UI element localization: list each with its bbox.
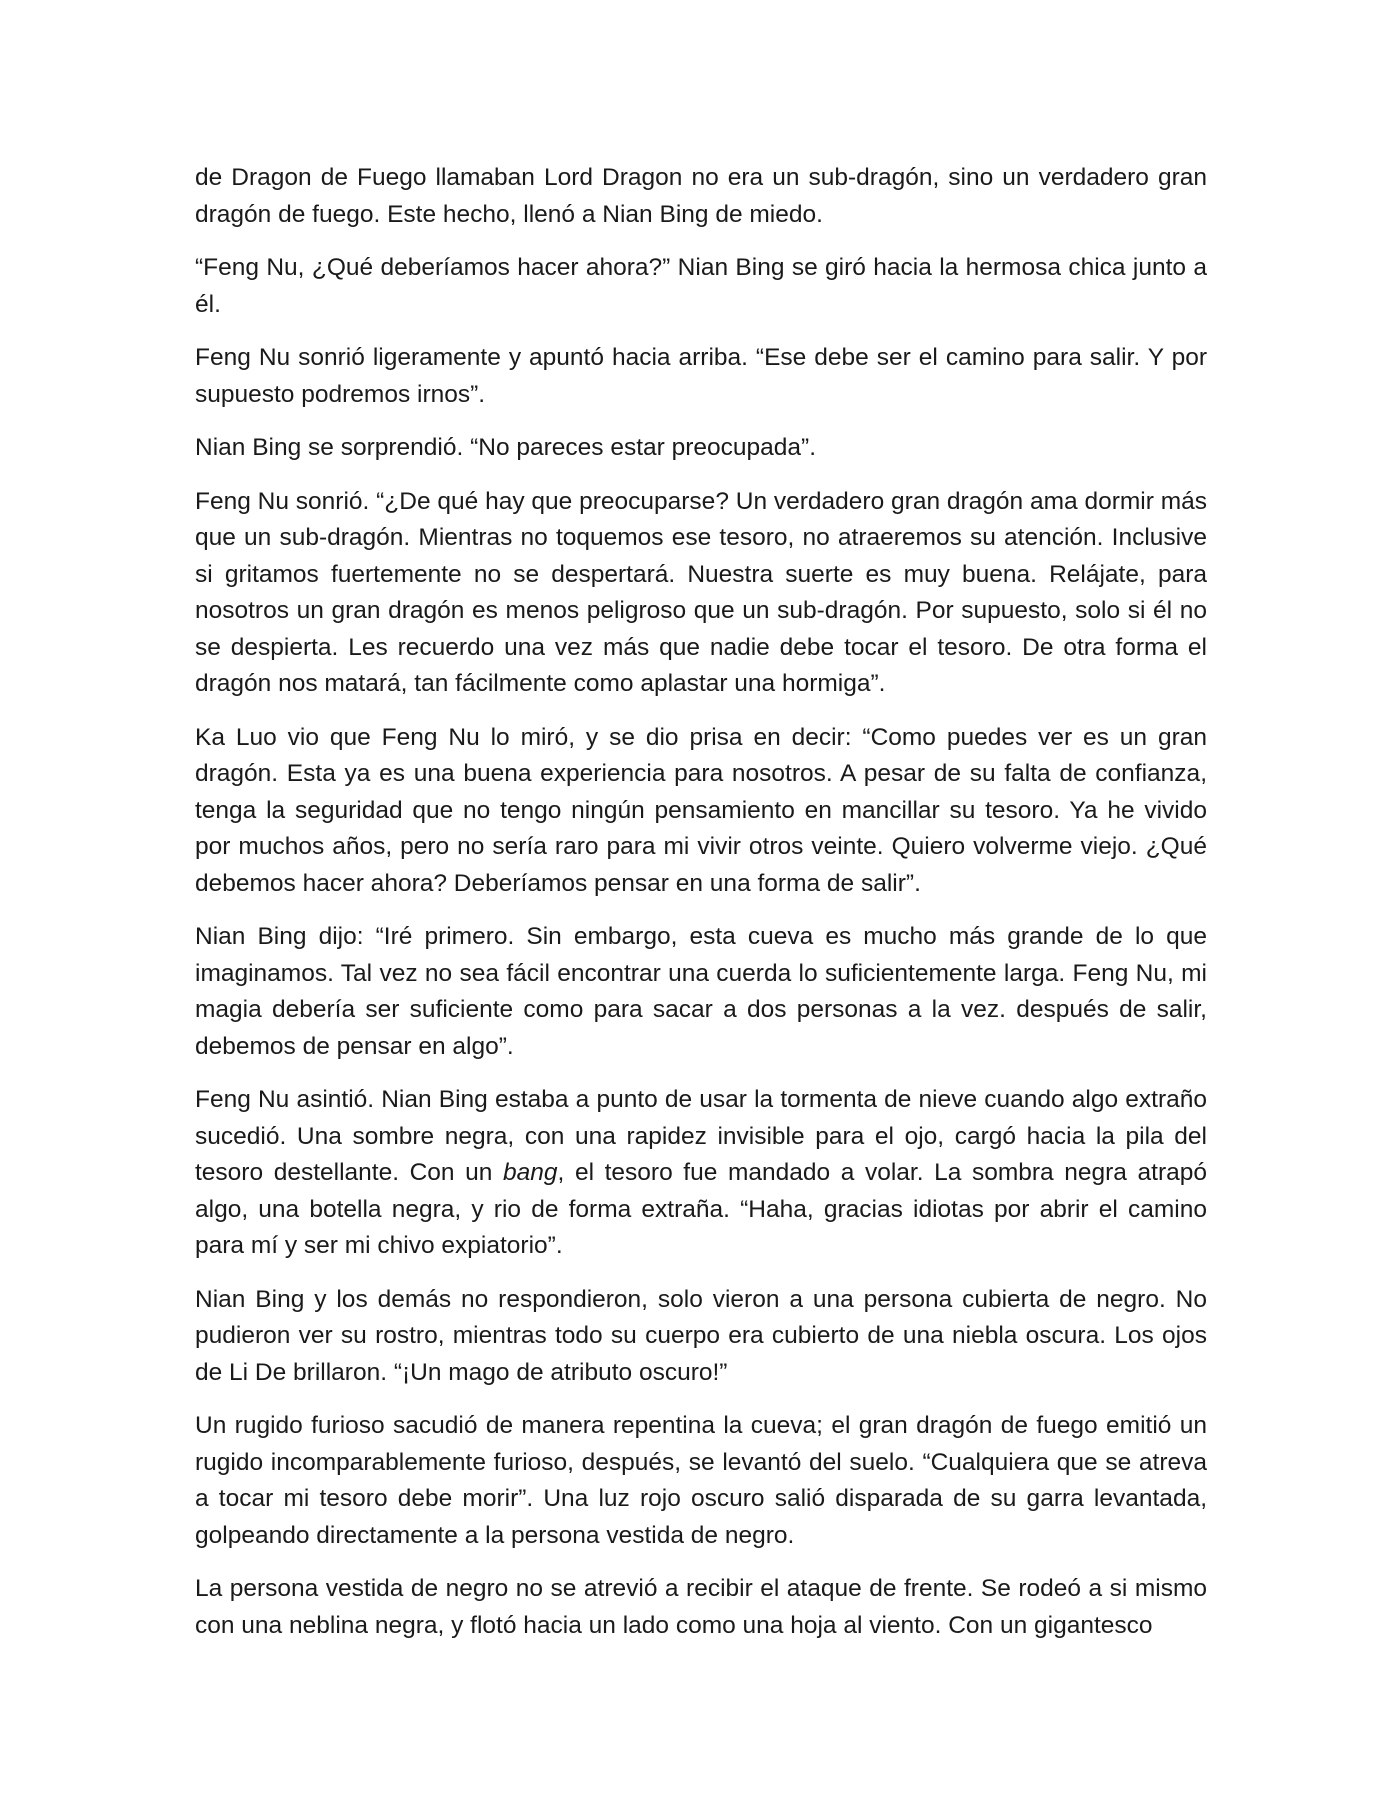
paragraph-text: , el tesoro fue mandado a volar. La sombra negra atrapó algo, una botella negra, y rio de forma extraña. “Haha, gracias idiotas por abrir el camino para mí y ser mi chivo expiatorio”. xyxy=(195,1159,1207,1259)
paragraph: Feng Nu sonrió ligeramente y apuntó hacia arriba. “Ese debe ser el camino para salir. Y por supuesto podremos irnos”. xyxy=(195,344,1207,408)
paragraph: Nian Bing y los demás no respondieron, solo vieron a una persona cubierta de negro. No pudieron ver su rostro, mientras todo su cuerpo era cubierto de una niebla oscura. Los ojos de Li De brillaron. “¡Un mago de atributo oscuro!” xyxy=(195,1285,1207,1386)
body-text xyxy=(195,160,1207,1661)
paragraph: Un rugido furioso sacudió de manera repentina la cueva; el gran dragón de fuego emitió un rugido incomparablemente furioso, después, se levantó del suelo. “Cualquiera que se atreva a tocar mi tesoro debe morir”. Una luz rojo oscuro salió disparada de su garra levantada, golpeando directamente a la persona vestida de negro. xyxy=(195,1412,1207,1549)
paragraph: Nian Bing se sorprendió. “No pareces estar preocupada”. xyxy=(195,434,817,461)
paragraph: Nian Bing dijo: “Iré primero. Sin embargo, esta cueva es mucho más grande de lo que imaginamos. Tal vez no sea fácil encontrar una cuerda lo suficientemente larga. Feng Nu, mi magia debería ser suficiente como para sacar a dos personas a la vez. después de salir, debemos de pensar en algo”. xyxy=(195,923,1207,1060)
italic-word: bang xyxy=(503,1159,558,1186)
paragraph: Ka Luo vio que Feng Nu lo miró, y se dio prisa en decir: “Como puedes ver es un gran dragón. Esta ya es una buena experiencia para nosotros. A pesar de su falta de confianza, tenga la seguridad que no tengo ningún pensamiento en mancillar su tesoro. Ya he vivido por muchos años, pero no sería raro para mi vivir otros veinte. Quiero volverme viejo. ¿Qué debemos hacer ahora? Deberíamos pensar en una forma de salir”. xyxy=(195,723,1207,897)
paragraph-text: Feng Nu asintió. Nian Bing estaba a punto de usar la tormenta de nieve cuando algo extraño sucedió. Una sombre negra, con una rapidez invisible para el ojo, cargó hacia la pila del tesoro destellante. Con un xyxy=(195,1086,1207,1186)
paragraph: “Feng Nu, ¿Qué deberíamos hacer ahora?” Nian Bing se giró hacia la hermosa chica junto a él. xyxy=(195,254,1207,318)
paragraph xyxy=(195,1082,1207,1265)
paragraph: de Dragon de Fuego llamaban Lord Dragon no era un sub-dragón, sino un verdadero gran dragón de fuego. Este hecho, llenó a Nian Bing de miedo. xyxy=(195,164,1207,228)
paragraph: La persona vestida de negro no se atrevió a recibir el ataque de frente. Se rodeó a si mismo con una neblina negra, y flotó hacia un lado como una hoja al viento. Con un gigantesco xyxy=(195,1575,1207,1639)
paragraph: Feng Nu sonrió. “¿De qué hay que preocuparse? Un verdadero gran dragón ama dormir más que un sub-dragón. Mientras no toquemos ese tesoro, no atraeremos su atención. Inclusive si gritamos fuertemente no se despertará. Nuestra suerte es muy buena. Relájate, para nosotros un gran dragón es menos peligroso que un sub-dragón. Por supuesto, solo si él no se despierta. Les recuerdo una vez más que nadie debe tocar el tesoro. De otra forma el dragón nos matará, tan fácilmente como aplastar una hormiga”. xyxy=(195,487,1207,697)
